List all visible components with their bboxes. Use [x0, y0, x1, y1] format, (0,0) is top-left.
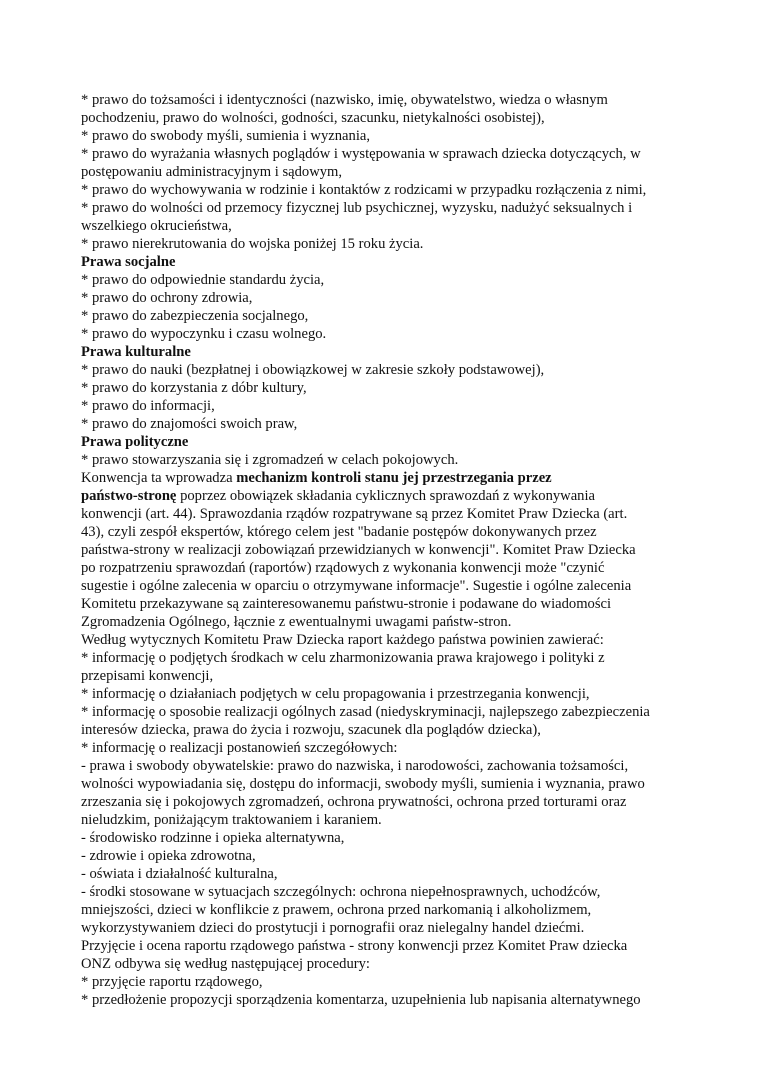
text-line-mixed: [81, 469, 681, 487]
text-line: sugestie i ogólne zalecenia w oparciu o otrzymywane informacje". Sugestie i ogólne zalecenia: [81, 578, 632, 594]
text-line: Komitetu przekazywane są zainteresowanemu państwu-stronie i podawane do wiadomości: [81, 596, 612, 612]
text-line: nieludzkim, poniżającym traktowaniem i karaniem.: [81, 812, 382, 828]
text-line: przepisami konwencji,: [81, 668, 214, 684]
text-segment: poprzez obowiązek składania cyklicznych sprawozdań z wykonywania: [176, 488, 596, 504]
text-line: zrzeszania się i pokojowych zgromadzeń, ochrona prywatności, ochrona przed torturami oraz: [81, 794, 627, 810]
text-line: * prawo do nauki (bezpłatnej i obowiązkowej w zakresie szkoły podstawowej),: [81, 362, 545, 378]
text-line: * prawo do informacji,: [81, 398, 215, 414]
text-line: pochodzeniu, prawo do wolności, godności, szacunku, nietykalności osobistej),: [81, 110, 545, 126]
bold-phrase: mechanizm kontroli stanu jej przestrzegania przez: [236, 470, 552, 486]
text-line: * prawo do swobody myśli, sumienia i wyznania,: [81, 128, 370, 144]
text-line: * informację o działaniach podjętych w celu propagowania i przestrzegania konwencji,: [81, 686, 590, 702]
section-heading-political-rights: Prawa polityczne: [81, 434, 189, 450]
document-page: [81, 91, 681, 1009]
text-line: * prawo stowarzyszania się i zgromadzeń w celach pokojowych.: [81, 452, 459, 468]
text-line: po rozpatrzeniu sprawozdań (raportów) rządowych z wykonania konwencji może "czynić: [81, 560, 605, 576]
text-line: * informację o podjętych środkach w celu zharmonizowania prawa krajowego i polityki z: [81, 650, 605, 666]
text-line: * prawo do wyrażania własnych poglądów i występowania w sprawach dziecka dotyczących, w: [81, 146, 641, 162]
text-line: * informację o sposobie realizacji ogólnych zasad (niedyskryminacji, najlepszego zabezpieczenia: [81, 704, 650, 720]
text-line: państwa-strony w realizacji zobowiązań przewidzianych w konwencji". Komitet Praw Dziecka: [81, 542, 636, 558]
text-line: * prawo do korzystania z dóbr kultury,: [81, 380, 307, 396]
text-line: * informację o realizacji postanowień szczegółowych:: [81, 740, 398, 756]
text-line: * prawo do ochrony zdrowia,: [81, 290, 253, 306]
text-segment: Konwencja ta wprowadza: [81, 470, 237, 486]
text-line: * przyjęcie raportu rządowego,: [81, 974, 263, 990]
text-line: - oświata i działalność kulturalna,: [81, 866, 278, 882]
section-heading-social-rights: Prawa socjalne: [81, 254, 176, 270]
text-line: - środki stosowane w sytuacjach szczególnych: ochrona niepełnosprawnych, uchodźców,: [81, 884, 601, 900]
text-line: * prawo do wypoczynku i czasu wolnego.: [81, 326, 327, 342]
text-line-mixed: [81, 487, 681, 505]
text-line: - prawa i swobody obywatelskie: prawo do nazwiska, i narodowości, zachowania tożsamości,: [81, 758, 629, 774]
text-line: * prawo do znajomości swoich praw,: [81, 416, 298, 432]
text-line: wykorzystywaniem dzieci do prostytucji i pornografii oraz nielegalny handel dziećmi.: [81, 920, 585, 936]
text-line: * prawo do odpowiednie standardu życia,: [81, 272, 325, 288]
text-line: Przyjęcie i ocena raportu rządowego państwa - strony konwencji przez Komitet Praw dziecka: [81, 938, 628, 954]
text-line: * prawo do zabezpieczenia socjalnego,: [81, 308, 309, 324]
text-line: mniejszości, dzieci w konflikcie z prawem, ochrona przed narkomanią i alkoholizmem,: [81, 902, 592, 918]
text-line: 43), czyli zespół ekspertów, którego celem jest "badanie postępów dokonywanych przez: [81, 524, 597, 540]
text-line: * prawo do wychowywania w rodzinie i kontaktów z rodzicami w przypadku rozłączenia z nimi,: [81, 182, 647, 198]
text-line: wolności wypowiadania się, dostępu do informacji, swobody myśli, sumienia i wyznania, prawo: [81, 776, 645, 792]
text-line: - zdrowie i opieka zdrowotna,: [81, 848, 256, 864]
text-line: konwencji (art. 44). Sprawozdania rządów rozpatrywane są przez Komitet Praw Dziecka (art.: [81, 506, 628, 522]
text-line: interesów dziecka, prawa do życia i rozwoju, szacunek dla poglądów dziecka),: [81, 722, 541, 738]
text-line: * prawo nierekrutowania do wojska poniżej 15 roku życia.: [81, 236, 424, 252]
text-line: * prawo do wolności od przemocy fizycznej lub psychicznej, wyzysku, nadużyć seksualnych i: [81, 200, 633, 216]
text-line: wszelkiego okrucieństwa,: [81, 218, 232, 234]
text-line: * przedłożenie propozycji sporządzenia komentarza, uzupełnienia lub napisania alternatywnego: [81, 992, 641, 1008]
bold-phrase: państwo-stronę: [81, 488, 177, 504]
text-line: - środowisko rodzinne i opieka alternatywna,: [81, 830, 345, 846]
text-line: Zgromadzenia Ogólnego, łącznie z ewentualnymi uwagami państw-stron.: [81, 614, 512, 630]
text-line: postępowaniu administracyjnym i sądowym,: [81, 164, 343, 180]
text-line: Według wytycznych Komitetu Praw Dziecka raport każdego państwa powinien zawierać:: [81, 632, 604, 648]
section-heading-cultural-rights: Prawa kulturalne: [81, 344, 191, 360]
text-line: ONZ odbywa się według następującej procedury:: [81, 956, 370, 972]
text-line: * prawo do tożsamości i identyczności (nazwisko, imię, obywatelstwo, wiedza o własnym: [81, 92, 608, 108]
